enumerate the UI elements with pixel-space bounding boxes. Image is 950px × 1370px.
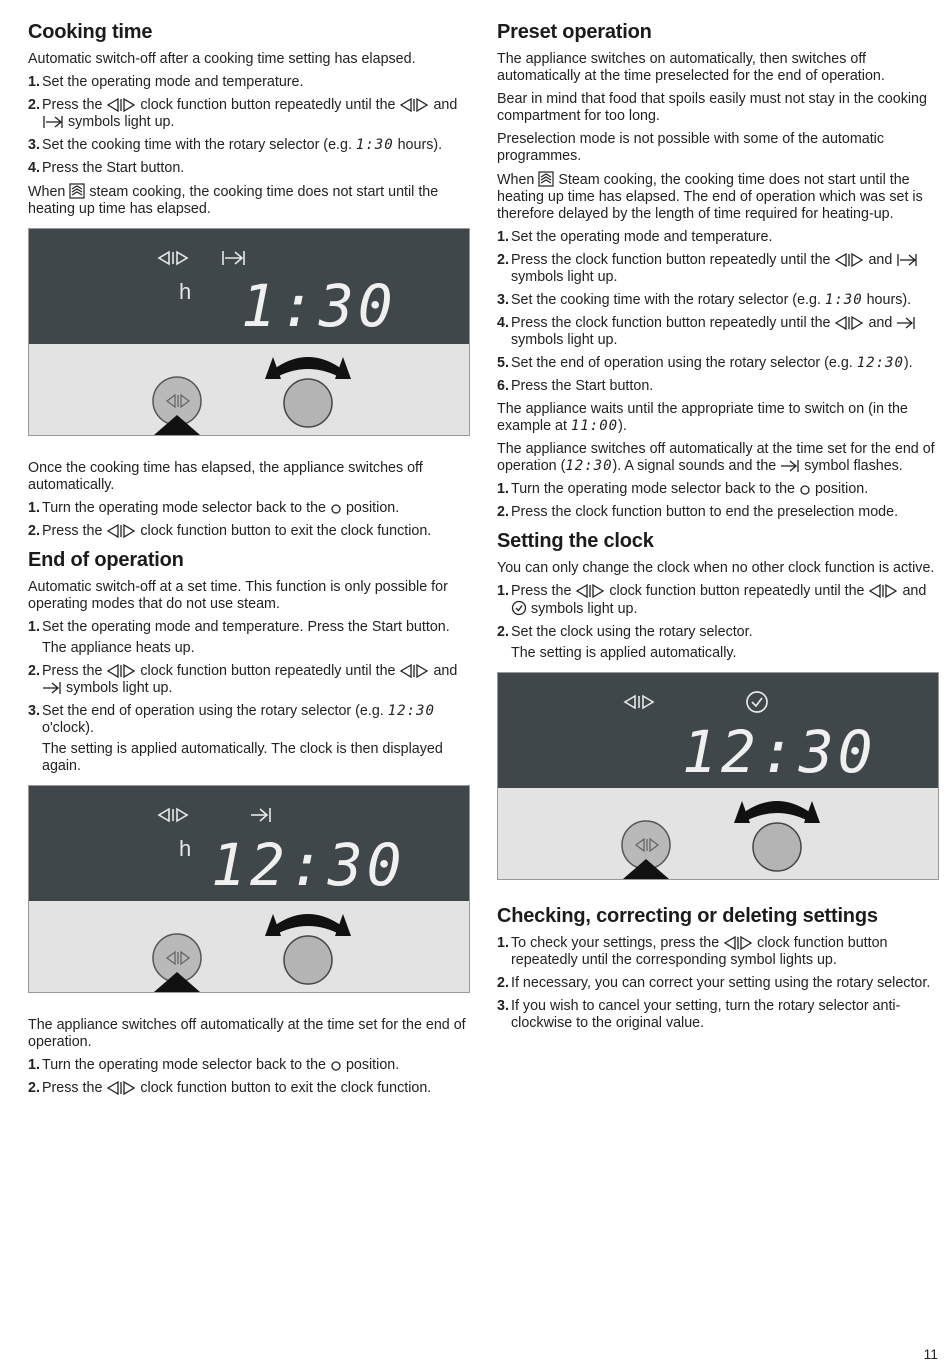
display-digits: 12:30 <box>682 718 877 786</box>
preset-p1: The appliance switches on automatically, then switches off automatically at the time preselected for the end of operation. <box>497 51 885 84</box>
end-of-operation-display-illustration <box>28 785 470 993</box>
end-of-operation-heading: End of operation <box>28 549 184 571</box>
cooking-time-icon <box>42 115 64 129</box>
right-column <box>497 20 939 1040</box>
page-number: 11 <box>923 1346 938 1362</box>
rotary-selector[interactable] <box>265 914 351 984</box>
list-item: 3. Set the cooking time with the rotary selector (e.g. 1:30 hours). <box>497 292 912 308</box>
cooking-time-icon <box>896 253 918 267</box>
end-of-operation-intro: Automatic switch-off at a set time. This function is only possible for operating modes that do not use steam. <box>28 579 448 612</box>
setting-clock-display-illustration <box>497 672 939 880</box>
clock-function-icon <box>106 1081 136 1095</box>
clock-function-icon <box>106 524 136 538</box>
end-of-operation-steps <box>28 619 470 775</box>
display-digits: 12:30 <box>211 831 406 899</box>
list-item: 3. Set the end of operation using the rotary selector (e.g. 12:30 o'clock). The setting is applied automatically. The clock is then displayed again. <box>28 703 443 774</box>
steam-icon <box>538 171 554 187</box>
list-item: 4. Press the clock function button repeatedly until the and symbols light up. <box>497 315 939 349</box>
cooking-time-display-illustration <box>28 228 470 436</box>
clock-function-icon <box>834 316 864 330</box>
cooking-time-heading: Cooking time <box>28 21 153 43</box>
steam-icon <box>69 183 85 199</box>
end-of-operation-after: The appliance switches off automatically at the time set for the end of operation. <box>28 1017 466 1050</box>
setting-clock-intro: You can only change the clock when no other clock function is active. <box>497 560 935 576</box>
preset-p5: The appliance waits until the appropriate time to switch on (in the example at 11:00). <box>497 401 908 434</box>
list-item: 1. Turn the operating mode selector back to the position. <box>28 1057 400 1073</box>
list-item: 1. Turn the operating mode selector back to the position. <box>497 481 869 497</box>
clock-function-icon <box>106 664 136 678</box>
list-item: 2. Set the clock using the rotary selector. The setting is applied automatically. <box>497 624 753 661</box>
preset-steps <box>497 229 939 395</box>
cooking-time-after-steps <box>28 500 470 540</box>
preset-p6: The appliance switches off automatically at the time set for the end of operation (12:30). A signal sounds and the symbol flashes. <box>497 441 935 474</box>
list-item: 2. Press the clock function button to exit the clock function. <box>28 1080 432 1096</box>
left-column <box>28 20 470 1105</box>
list-item: 2. Press the clock function button repeatedly until the and symbols light up. <box>28 97 458 130</box>
clock-time-icon <box>511 600 527 616</box>
clock-function-icon <box>399 664 429 678</box>
hours-label: h <box>179 836 192 861</box>
list-item: 1. Press the clock function button repeatedly until the and symbols light up. <box>497 583 927 617</box>
rotary-selector[interactable] <box>265 357 351 427</box>
cooking-time-section <box>28 20 470 540</box>
clock-function-icon <box>834 253 864 267</box>
clock-function-icon <box>868 584 898 598</box>
list-item: 1. To check your settings, press the clock function button repeatedly until the corresponding symbol lights up. <box>497 935 888 968</box>
clock-function-icon <box>575 584 605 598</box>
clock-function-icon <box>159 809 187 821</box>
rotary-selector[interactable] <box>734 801 820 871</box>
clock-function-icon <box>399 98 429 112</box>
preset-after-steps <box>497 481 939 521</box>
end-of-operation-icon <box>42 681 62 695</box>
list-item: 1. Set the operating mode and temperature. <box>497 229 773 245</box>
end-of-operation-after-steps <box>28 1057 470 1097</box>
preset-p4: When Steam cooking, the cooking time does not start until the heating up time has elapsed. The end of operation which was set is therefore delayed by the length of time required for heating-up. <box>497 172 923 222</box>
setting-clock-section <box>497 529 939 880</box>
list-item: 2. Press the clock function button to exit the clock function. <box>28 523 432 539</box>
off-position-icon <box>799 484 811 496</box>
list-item: 6. Press the Start button. <box>497 378 654 394</box>
end-of-operation-icon <box>896 316 916 330</box>
list-item: 2. Press the clock function button repeatedly until the and symbols light up. <box>497 252 939 286</box>
list-item: 2. If necessary, you can correct your setting using the rotary selector. <box>497 975 931 991</box>
list-item: 3. Set the cooking time with the rotary selector (e.g. 1:30 hours). <box>28 137 443 153</box>
list-item: 1. Turn the operating mode selector back to the position. <box>28 500 400 516</box>
cooking-time-note: When steam cooking, the cooking time does not start until the heating up time has elapsed. <box>28 184 439 217</box>
list-item: 3. If you wish to cancel your setting, turn the rotary selector anti-clockwise to the original value. <box>497 998 901 1031</box>
clock-function-icon <box>106 98 136 112</box>
list-item: 2. Press the clock function button repeatedly until the and symbols light up. <box>28 663 458 696</box>
cooking-time-icon <box>223 251 244 265</box>
off-position-icon <box>330 1060 342 1072</box>
cooking-time-steps <box>28 74 470 177</box>
off-position-icon <box>330 503 342 515</box>
list-item: 4. Press the Start button. <box>28 160 185 176</box>
preset-operation-section <box>497 20 939 521</box>
end-of-operation-section <box>28 548 470 1097</box>
checking-heading: Checking, correcting or deleting settings <box>497 905 878 927</box>
display-digits: 1:30 <box>241 272 397 340</box>
list-item: 2. Press the clock function button to end the preselection mode. <box>497 504 899 520</box>
clock-function-icon <box>723 936 753 950</box>
end-of-operation-icon <box>251 808 270 822</box>
setting-clock-heading: Setting the clock <box>497 530 654 552</box>
hours-label: h <box>179 279 192 304</box>
cooking-time-after: Once the cooking time has elapsed, the appliance switches off automatically. <box>28 460 423 493</box>
clock-function-icon <box>159 252 187 264</box>
preset-p2: Bear in mind that food that spoils easily must not stay in the cooking compartment for too long. <box>497 91 927 124</box>
checking-section <box>497 904 939 1032</box>
preset-operation-heading: Preset operation <box>497 21 652 43</box>
cooking-time-intro: Automatic switch-off after a cooking time setting has elapsed. <box>28 51 416 67</box>
checking-steps <box>497 935 939 1032</box>
setting-clock-steps <box>497 583 939 662</box>
preset-p3: Preselection mode is not possible with some of the automatic programmes. <box>497 131 885 164</box>
end-of-operation-icon <box>780 459 800 473</box>
clock-function-icon <box>625 696 653 708</box>
list-item: 1. Set the operating mode and temperature. Press the Start button. The appliance heats up. <box>28 619 450 656</box>
clock-time-icon <box>747 692 767 712</box>
list-item: 5. Set the end of operation using the rotary selector (e.g. 12:30). <box>497 355 913 371</box>
list-item: 1. Set the operating mode and temperature. <box>28 74 304 90</box>
